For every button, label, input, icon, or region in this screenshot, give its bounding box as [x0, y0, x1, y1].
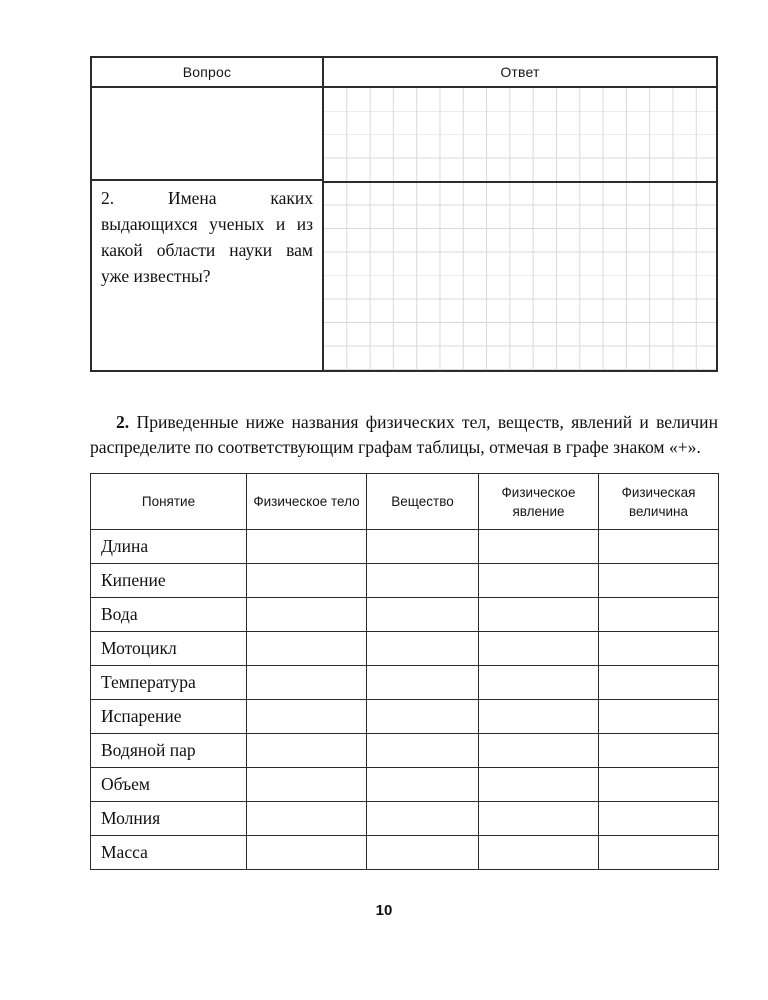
cell-physical-body[interactable]	[247, 700, 367, 734]
question-answer-table	[90, 56, 718, 372]
cell-physical-phenomenon[interactable]	[479, 768, 599, 802]
concept-label: Молния	[91, 802, 247, 836]
cell-physical-quantity[interactable]	[599, 632, 719, 666]
classification-body	[91, 530, 719, 870]
question-answer-header-row	[92, 58, 716, 88]
question-answer-body	[92, 88, 716, 370]
cell-physical-phenomenon[interactable]	[479, 530, 599, 564]
column-header-physical-quantity: Физическая величина	[599, 474, 719, 530]
cell-substance[interactable]	[367, 836, 479, 870]
concept-label: Вода	[91, 598, 247, 632]
cell-substance[interactable]	[367, 700, 479, 734]
cell-physical-body[interactable]	[247, 564, 367, 598]
instruction-text: Приведенные ниже названия физических тел, веществ, явлений и величин распределите по соответствующим графам таблицы, отмечая в графе знаком «+».	[90, 411, 718, 458]
cell-physical-quantity[interactable]	[599, 768, 719, 802]
instruction-paragraph	[90, 410, 718, 461]
cell-physical-phenomenon[interactable]	[479, 666, 599, 700]
cell-substance[interactable]	[367, 564, 479, 598]
cell-physical-body[interactable]	[247, 666, 367, 700]
cell-substance[interactable]	[367, 530, 479, 564]
table-row	[91, 632, 719, 666]
column-header-question: Вопрос	[92, 58, 324, 86]
classification-header-row	[91, 474, 719, 530]
concept-label: Масса	[91, 836, 247, 870]
cell-physical-quantity[interactable]	[599, 530, 719, 564]
concept-label: Объем	[91, 768, 247, 802]
table-row	[91, 700, 719, 734]
cell-physical-phenomenon[interactable]	[479, 836, 599, 870]
question-column	[92, 88, 324, 370]
concept-label: Кипение	[91, 564, 247, 598]
table-row	[91, 530, 719, 564]
cell-physical-body[interactable]	[247, 768, 367, 802]
cell-physical-quantity[interactable]	[599, 734, 719, 768]
question-text: 2. Имена каких выдающихся ученых и из какой области науки вам уже известны?	[101, 188, 313, 286]
cell-physical-quantity[interactable]	[599, 564, 719, 598]
cell-physical-phenomenon[interactable]	[479, 632, 599, 666]
answer-area-divider	[324, 181, 716, 183]
cell-physical-body[interactable]	[247, 598, 367, 632]
cell-physical-body[interactable]	[247, 632, 367, 666]
cell-substance[interactable]	[367, 802, 479, 836]
cell-physical-body[interactable]	[247, 836, 367, 870]
table-row	[91, 598, 719, 632]
cell-physical-phenomenon[interactable]	[479, 734, 599, 768]
cell-physical-quantity[interactable]	[599, 598, 719, 632]
table-row	[91, 734, 719, 768]
concept-label: Испарение	[91, 700, 247, 734]
cell-physical-quantity[interactable]	[599, 802, 719, 836]
table-row	[91, 666, 719, 700]
question-cell-empty-upper	[92, 88, 322, 181]
cell-physical-quantity[interactable]	[599, 836, 719, 870]
instruction-number: 2.	[116, 411, 130, 432]
answer-grid-area[interactable]	[324, 88, 716, 370]
cell-substance[interactable]	[367, 666, 479, 700]
concept-label: Мотоцикл	[91, 632, 247, 666]
cell-physical-phenomenon[interactable]	[479, 598, 599, 632]
cell-physical-body[interactable]	[247, 802, 367, 836]
cell-physical-body[interactable]	[247, 530, 367, 564]
table-row	[91, 768, 719, 802]
cell-substance[interactable]	[367, 734, 479, 768]
concept-label: Температура	[91, 666, 247, 700]
column-header-substance: Вещество	[367, 474, 479, 530]
table-row	[91, 802, 719, 836]
cell-physical-body[interactable]	[247, 734, 367, 768]
cell-physical-quantity[interactable]	[599, 666, 719, 700]
column-header-answer: Ответ	[500, 64, 540, 80]
page-number: 10	[375, 902, 393, 919]
column-header-physical-phenomenon: Физическое явление	[479, 474, 599, 530]
concept-label: Длина	[91, 530, 247, 564]
cell-physical-phenomenon[interactable]	[479, 802, 599, 836]
table-row	[91, 564, 719, 598]
cell-substance[interactable]	[367, 598, 479, 632]
column-header-concept: Понятие	[91, 474, 247, 530]
cell-substance[interactable]	[367, 768, 479, 802]
concept-label: Водяной пар	[91, 734, 247, 768]
cell-physical-phenomenon[interactable]	[479, 564, 599, 598]
classification-table	[90, 473, 719, 870]
column-header-physical-body: Физическое тело	[247, 474, 367, 530]
cell-physical-phenomenon[interactable]	[479, 700, 599, 734]
table-row	[91, 836, 719, 870]
cell-substance[interactable]	[367, 632, 479, 666]
cell-physical-quantity[interactable]	[599, 700, 719, 734]
